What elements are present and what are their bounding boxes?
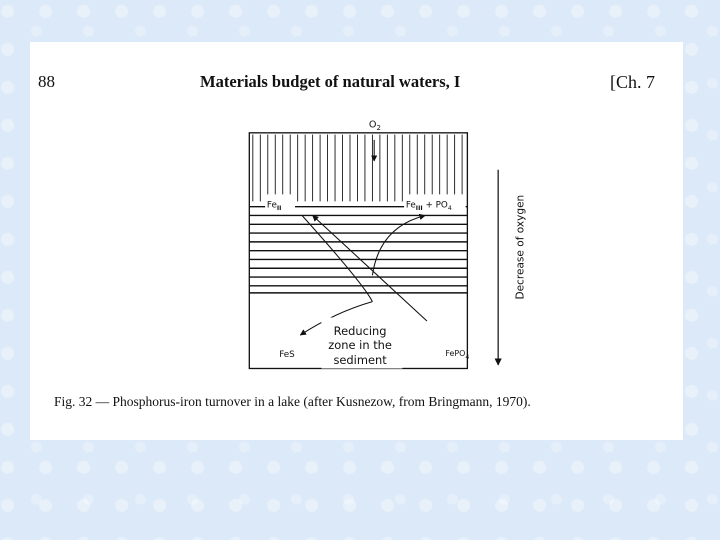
oxygen-label: $O_2$ (368, 119, 381, 133)
sediment-layers (249, 207, 467, 293)
phosphorus-iron-diagram (220, 117, 560, 372)
fepo4-label: FePO$_4$ (445, 349, 470, 361)
figure-caption: Fig. 32 — Phosphorus-iron turnover in a lake (after Kusnezow, from Bringmann, 1970). (54, 394, 531, 409)
fes-label: FeS (279, 350, 295, 361)
oxic-water-hatching (253, 135, 462, 202)
page-title: Materials budget of natural waters, I (200, 72, 461, 91)
page-number: 88 (38, 72, 55, 91)
reducing-zone-line2: zone in the (328, 338, 392, 353)
svg-text:Reducing: Reducing (333, 324, 387, 339)
oxygen-gradient-label: Decrease of oxygen (514, 194, 527, 300)
reducing-zone-line3: sediment (333, 353, 387, 368)
book-page (30, 42, 683, 440)
svg-text:FeII: $Fe_{II}$ (266, 200, 282, 213)
reducing-zone-label (321, 317, 402, 368)
svg-text:FeIII + PO4: $Fe_{III} + PO_4$ (405, 200, 452, 213)
chapter-label: [Ch. 7 (610, 72, 655, 92)
fe-ii-label (265, 194, 295, 212)
fe-ii-descent-arrow (302, 215, 372, 301)
fe-iii-po4-label (404, 194, 466, 212)
